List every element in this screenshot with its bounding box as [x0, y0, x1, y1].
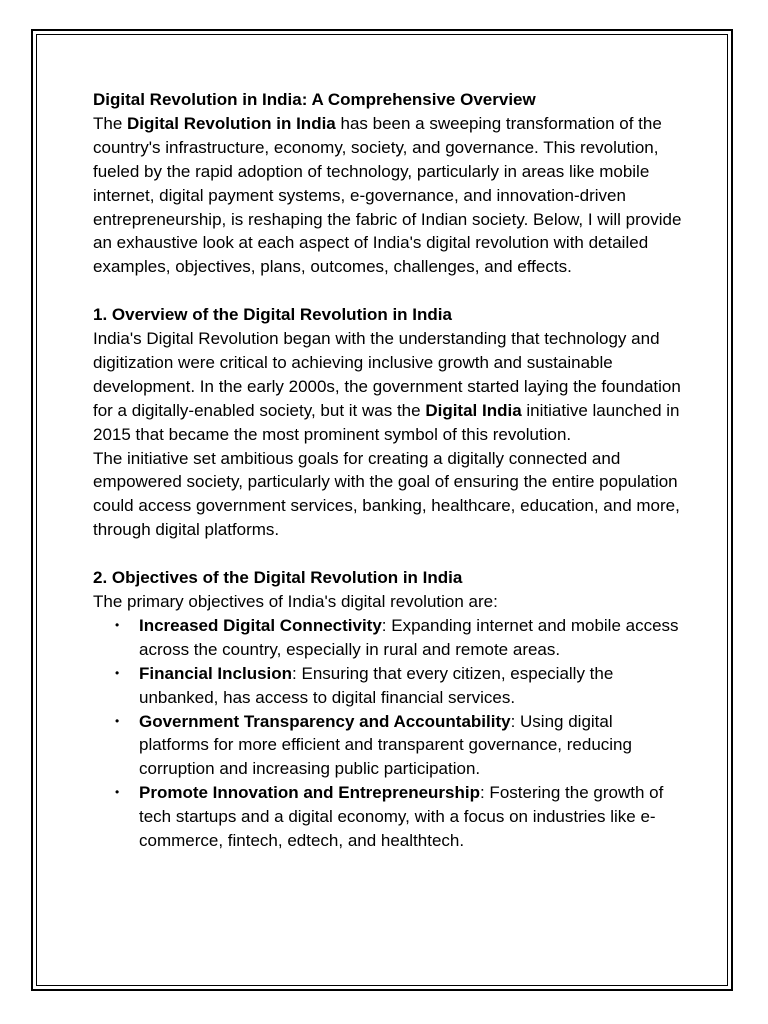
list-item	[93, 662, 683, 710]
document-title: Digital Revolution in India: A Comprehensive Overview	[93, 90, 536, 109]
objectives-list	[93, 614, 683, 853]
objective-description: : Using digital platforms for more efficient and transparent governance, reducing corruption and increasing public participation.	[139, 711, 632, 779]
intro-bold-term: Digital Revolution in India	[127, 113, 336, 133]
intro-lead: The	[93, 113, 128, 133]
section1-para1-lead: India's Digital Revolution began with the understanding that technology and digitization were critical to achieving inclusive growth and sustainable development. In the early 2000s, the government started laying the foundation for a digitally-enabled society, but it was the	[93, 329, 681, 420]
section1-heading: 1. Overview of the Digital Revolution in India	[93, 305, 452, 325]
list-item	[93, 781, 683, 853]
objective-term: Government Transparency and Accountability	[139, 711, 511, 731]
paragraph-gap	[93, 279, 683, 303]
bullet-icon: •	[115, 665, 120, 680]
section1-para1-rest: initiative launched in 2015 that became the most prominent symbol of this revolution.	[93, 400, 680, 444]
list-item	[93, 614, 683, 662]
section1-para1-bold-term: Digital India	[425, 400, 522, 420]
bullet-icon: •	[115, 785, 120, 800]
document-body	[93, 88, 683, 853]
list-item	[93, 710, 683, 782]
intro-rest: has been a sweeping transformation of the country's infrastructure, economy, society, and governance. This revolution, fueled by the rapid adoption of technology, particularly in areas like mobile internet, digital payment systems, e-governance, and innovation-driven entrepreneurship, is reshaping the fabric of Indian society. Below, I will provide an exhaustive look at each aspect of India's digital revolution with detailed examples, objectives, plans, outcomes, challenges, and effects.	[93, 113, 682, 277]
section1-paragraph-1	[93, 327, 683, 447]
objective-term: Increased Digital Connectivity	[139, 615, 382, 635]
bullet-icon: •	[115, 617, 120, 632]
section2-heading: 2. Objectives of the Digital Revolution in India	[93, 568, 463, 588]
objective-description: : Expanding internet and mobile access across the country, especially in rural and remote areas.	[139, 615, 679, 659]
objective-term: Financial Inclusion	[139, 663, 293, 683]
intro-paragraph	[93, 112, 683, 279]
section1-paragraph-2: The initiative set ambitious goals for creating a digitally connected and empowered society, particularly with the goal of ensuring the entire population could access government services, banking, healthcare, education, and more, through digital platforms.	[93, 448, 680, 540]
objective-term: Promote Innovation and Entrepreneurship	[139, 783, 480, 803]
objective-description: : Fostering the growth of tech startups and a digital economy, with a focus on industries like e-commerce, fintech, edtech, and healthtech.	[139, 783, 664, 851]
objective-description: : Ensuring that every citizen, especially the unbanked, has access to digital financial services.	[139, 663, 614, 707]
paragraph-gap	[93, 542, 683, 566]
section2-intro: The primary objectives of India's digital revolution are:	[93, 592, 498, 611]
bullet-icon: •	[115, 713, 120, 728]
